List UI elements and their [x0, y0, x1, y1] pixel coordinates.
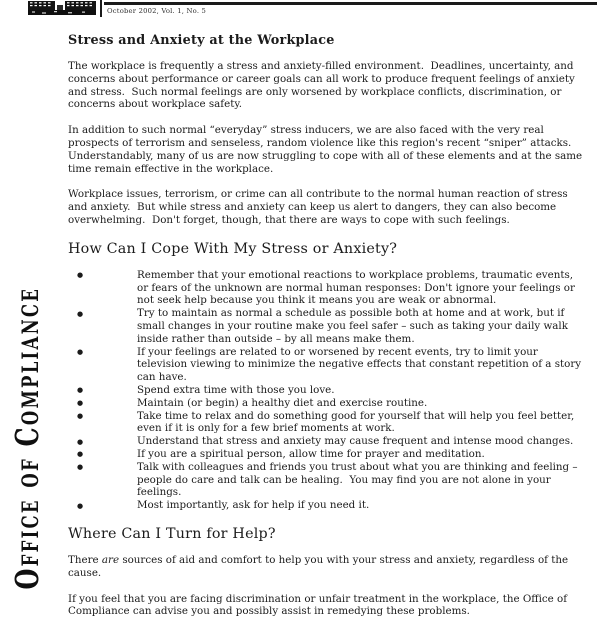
article-title: Stress and Anxiety at the Workplace: [68, 33, 335, 48]
list-item: [68, 499, 584, 512]
help-paragraph-pre: There: [68, 553, 102, 566]
bullet-icon: ●: [77, 450, 84, 459]
bullet-icon: ●: [77, 386, 84, 395]
bullet-icon: ●: [77, 348, 84, 357]
list-item-text: If your feelings are related to or worsened by recent events, try to limit your television viewing to minimize the negative effects that constant repetition of a story can have.: [137, 345, 585, 384]
bullet-icon: ●: [77, 412, 84, 421]
list-item-text: Understand that stress and anxiety may cause frequent and intense mood changes.: [137, 435, 574, 448]
cope-tips-list: [68, 269, 584, 512]
list-item: [68, 346, 584, 384]
section-heading-cope: How Can I Cope With My Stress or Anxiety?: [68, 240, 398, 257]
list-item-text: Talk with colleagues and friends you trust about what you are thinking and feeling – people do care and talk can be healing. You may find you are not alone in your feelings.: [137, 460, 581, 499]
list-item: [68, 384, 584, 397]
list-item: [68, 410, 584, 436]
help-paragraph-post: sources of aid and comfort to help you with your stress and anxiety, regardless of the cause.: [68, 553, 572, 579]
intro-paragraph: The workplace is frequently a stress and anxiety-filled environment. Deadlines, uncertainty, and concerns about performance or career goals can all work to produce frequent feelings of anxiety and stress. Such normal feelings are only worsened by workplace conflicts, discrimination, or concerns about workplace safety.: [68, 60, 579, 111]
list-item: [68, 397, 584, 410]
bullet-icon: ●: [77, 463, 84, 472]
bullet-icon: ●: [77, 399, 84, 408]
masthead-vertical-rule: [100, 0, 102, 17]
intro-paragraph: Workplace issues, terrorism, or crime can all contribute to the normal human reaction of stress and anxiety. But while stress and anxiety can keep us alert to dangers, they can also become overwhelming. Don't forget, though, that there are ways to cope with such feelings.: [68, 188, 571, 226]
list-item-text: Maintain (or begin) a healthy diet and exercise routine.: [137, 396, 428, 409]
intro-paragraph: In addition to such normal “everyday” stress inducers, we are also faced with the very real prospects of terrorism and senseless, random violence like this region's recent “sniper” attacks. Understandably, many of us are now struggling to cope with all of these elements and at the same time remain effective in the workplace.: [68, 124, 586, 175]
list-item-text: Spend extra time with those you love.: [137, 383, 335, 396]
bullet-icon: ●: [77, 501, 84, 510]
list-item-text: Take time to relax and do something good for yourself that will help you feel better, even if it is only for a few brief moments at work.: [137, 409, 578, 435]
bullet-icon: ●: [77, 271, 84, 280]
bullet-icon: ●: [77, 309, 84, 318]
list-item: [68, 307, 584, 345]
help-paragraph-emphasis: are: [101, 553, 120, 566]
section-heading-help: Where Can I Turn for Help?: [68, 525, 276, 542]
list-item-text: Remember that your emotional reactions to workplace problems, traumatic events, or fears of the unknown are normal human responses: Don't ignore your feelings or not seek help because you think it means you are weak or abnormal.: [137, 268, 579, 307]
bullet-icon: ●: [77, 437, 84, 446]
list-item: [68, 448, 584, 461]
list-item: [68, 461, 584, 499]
help-paragraph: If you feel that you are facing discrimination or unfair treatment in the workplace, the Office of Compliance can advise you and possibly assist in remedying these problems.: [68, 592, 571, 618]
vertical-office-of-compliance-title: Office of Compliance: [8, 286, 46, 590]
list-item-text: Most importantly, ask for help if you need it.: [137, 499, 370, 512]
help-paragraph: [68, 554, 584, 580]
capitol-logo-icon: [28, 0, 98, 14]
list-item: [68, 269, 584, 307]
masthead-horizontal-rule: [104, 2, 597, 5]
article-body: [68, 33, 584, 631]
issue-date-line: October 2002, Vol. 1, No. 5: [107, 7, 207, 15]
list-item-text: If you are a spiritual person, allow time for prayer and meditation.: [137, 447, 485, 460]
list-item-text: Try to maintain as normal a schedule as possible both at home and at work, but if small changes in your routine make you feel safer – such as taking your daily walk inside rather than outside – by all means make them.: [137, 307, 572, 345]
list-item: [68, 435, 584, 448]
